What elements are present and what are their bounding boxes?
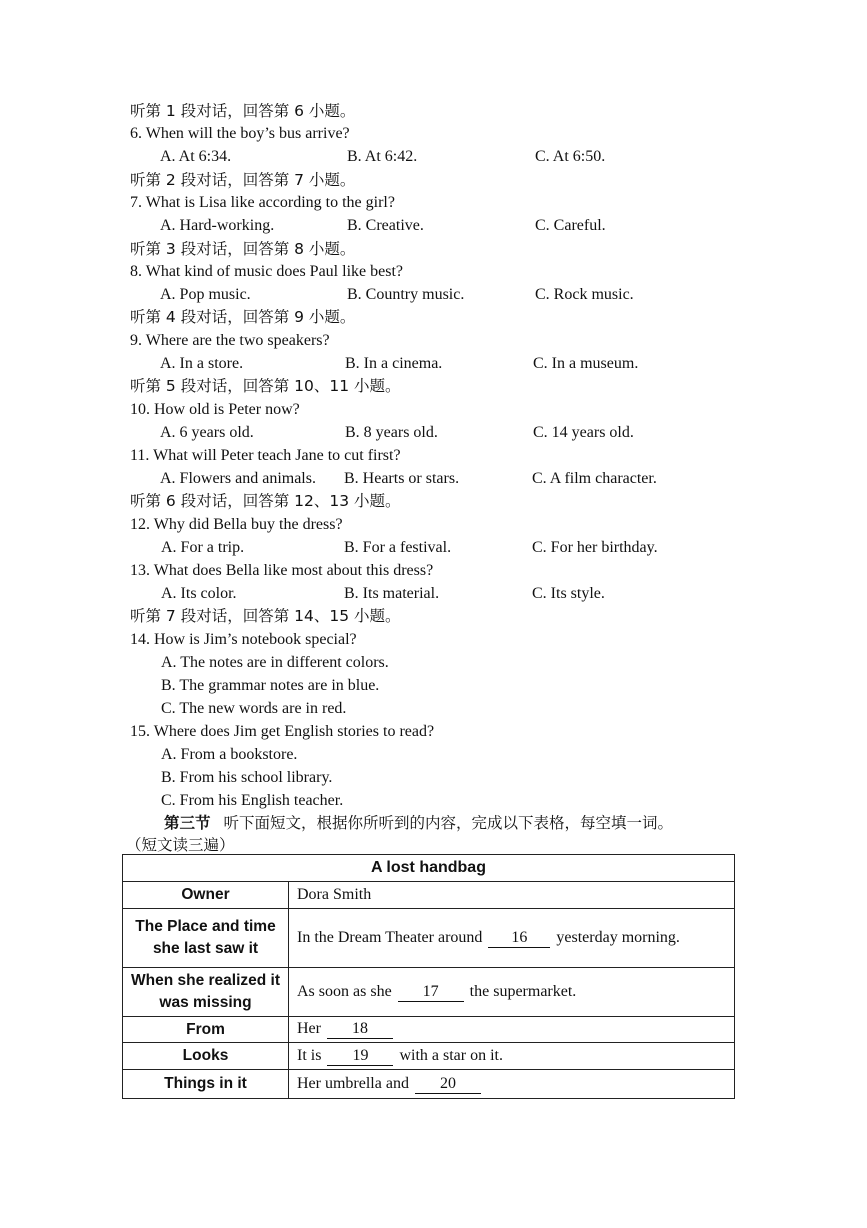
option-a: A. 6 years old. <box>160 424 254 441</box>
option-a: A. Its color. <box>161 585 237 602</box>
answer-blank-16[interactable]: 16 <box>488 929 550 948</box>
answer-blank-19[interactable]: 19 <box>327 1047 393 1066</box>
section-header: 听第 2 段对话，回答第 7 小题。 <box>130 171 356 189</box>
row-value <box>289 909 735 968</box>
table-row <box>123 909 735 968</box>
table-row <box>123 1017 735 1043</box>
question-text: 8. What kind of music does Paul like best? <box>130 263 403 280</box>
question-text: 15. Where does Jim get English stories to read? <box>130 723 435 740</box>
option-a: A. In a store. <box>160 355 244 372</box>
section-header: 听第 6 段对话，回答第 12、13 小题。 <box>130 492 401 510</box>
answer-blank-20[interactable]: 20 <box>415 1075 481 1094</box>
option-b: B. Creative. <box>347 217 424 234</box>
row-value <box>289 1043 735 1070</box>
option-c: C. 14 years old. <box>533 424 634 441</box>
question-text: 7. What is Lisa like according to the girl? <box>130 194 395 211</box>
row-text: with a star on it. <box>399 1046 503 1064</box>
option-b: B. Country music. <box>347 286 465 303</box>
option-b: B. The grammar notes are in blue. <box>161 677 380 694</box>
option-a: A. From a bookstore. <box>161 746 298 763</box>
table-title: A lost handbag <box>123 855 735 882</box>
row-text: yesterday morning. <box>556 928 680 946</box>
part3-note: （短文读三遍） <box>126 836 235 854</box>
option-b: B. From his school library. <box>161 769 333 786</box>
question-text: 14. How is Jim’s notebook special? <box>130 631 357 648</box>
question-text: 6. When will the boy’s bus arrive? <box>130 125 350 142</box>
option-b: B. Its material. <box>344 585 440 602</box>
option-b: B. Hearts or stars. <box>344 470 460 487</box>
part3-instruction-text: 听下面短文，根据你所听到的内容，完成以下表格，每空填一词。 <box>223 814 673 832</box>
option-c: C. Rock music. <box>535 286 634 303</box>
section-header: 听第 5 段对话，回答第 10、11 小题。 <box>130 377 401 395</box>
option-c: C. Careful. <box>535 217 606 234</box>
row-label: The Place and time she last saw it <box>123 909 289 968</box>
option-c: C. From his English teacher. <box>161 792 344 809</box>
answer-blank-17[interactable]: 17 <box>398 983 464 1002</box>
row-value <box>289 1017 735 1043</box>
row-text: Dora Smith <box>297 886 372 903</box>
row-text: In the Dream Theater around <box>297 928 483 946</box>
option-b: B. At 6:42. <box>347 148 418 165</box>
row-text: Her <box>297 1020 321 1037</box>
option-a: A. For a trip. <box>161 539 245 556</box>
question-text: 12. Why did Bella buy the dress? <box>130 516 343 533</box>
question-text: 9. Where are the two speakers? <box>130 332 330 349</box>
row-label: When she realized it was missing <box>123 968 289 1017</box>
row-value <box>289 968 735 1017</box>
row-text: It is <box>297 1046 322 1064</box>
option-a: A. The notes are in different colors. <box>161 654 389 671</box>
option-b: B. 8 years old. <box>345 424 438 441</box>
row-label: Things in it <box>123 1070 289 1099</box>
row-text: As soon as she <box>297 982 392 1000</box>
option-a: A. Hard-working. <box>160 217 275 234</box>
table-row <box>123 1043 735 1070</box>
row-label: From <box>123 1017 289 1043</box>
section-header: 听第 4 段对话，回答第 9 小题。 <box>130 308 356 326</box>
table-row <box>123 1070 735 1099</box>
row-text: Her umbrella and <box>297 1074 409 1092</box>
option-a: A. Flowers and animals. <box>160 470 316 487</box>
row-value <box>289 1070 735 1099</box>
part3-heading: 第三节 <box>164 814 211 832</box>
lost-handbag-table <box>122 854 735 1099</box>
option-b: B. In a cinema. <box>345 355 443 372</box>
table-row <box>123 968 735 1017</box>
section-header: 听第 3 段对话，回答第 8 小题。 <box>130 240 356 258</box>
row-label: Owner <box>123 882 289 909</box>
question-text: 11. What will Peter teach Jane to cut first? <box>130 447 401 464</box>
option-c: C. A film character. <box>532 470 657 487</box>
option-c: C. For her birthday. <box>532 539 658 556</box>
row-value <box>289 882 735 909</box>
option-c: C. The new words are in red. <box>161 700 347 717</box>
section-header: 听第 1 段对话，回答第 6 小题。 <box>130 102 356 120</box>
option-a: A. Pop music. <box>160 286 251 303</box>
table-row <box>123 882 735 909</box>
option-c: C. In a museum. <box>533 355 639 372</box>
option-c: C. At 6:50. <box>535 148 606 165</box>
row-label: Looks <box>123 1043 289 1070</box>
part3-instruction <box>164 813 673 833</box>
answer-blank-18[interactable]: 18 <box>327 1020 393 1039</box>
section-header: 听第 7 段对话，回答第 14、15 小题。 <box>130 607 401 625</box>
question-text: 10. How old is Peter now? <box>130 401 300 418</box>
row-text: the supermarket. <box>469 982 577 1000</box>
option-b: B. For a festival. <box>344 539 452 556</box>
question-text: 13. What does Bella like most about this dress? <box>130 562 434 579</box>
option-c: C. Its style. <box>532 585 605 602</box>
option-a: A. At 6:34. <box>160 148 232 165</box>
